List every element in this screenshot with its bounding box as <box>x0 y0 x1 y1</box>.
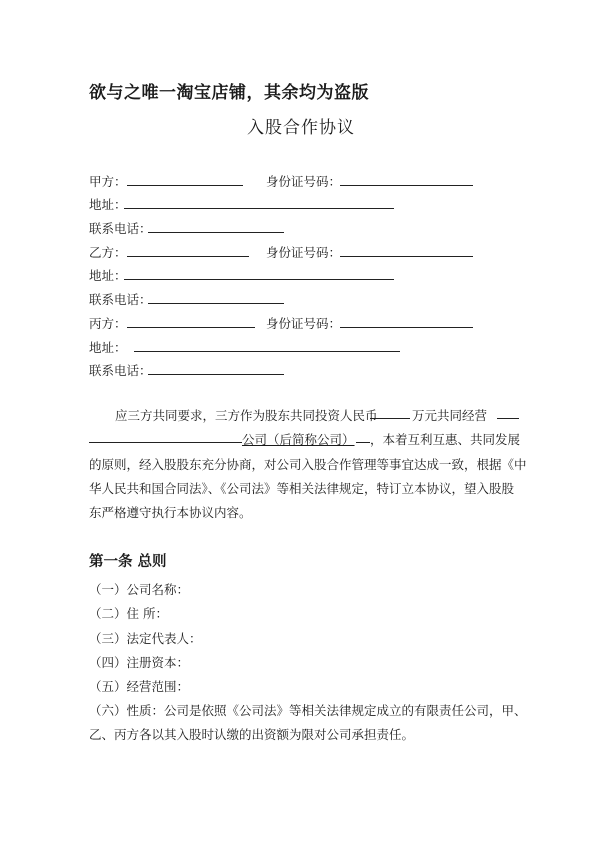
party-b-address-blank[interactable] <box>124 279 394 280</box>
party-a-id-blank[interactable] <box>340 185 473 186</box>
business-scope-blank-1[interactable] <box>497 418 519 419</box>
preamble-line-3: 的原则，经入股股东充分协商，对公司入股合作管理等事宜达成一致，根据《中 <box>89 457 527 472</box>
party-c-name-blank[interactable] <box>127 327 255 328</box>
party-a-address-blank[interactable] <box>124 208 394 209</box>
preamble-line-1a: 应三方共同要求，三方作为股东共同投资人民币 <box>115 408 378 423</box>
party-b-name-blank[interactable] <box>127 256 249 257</box>
article-1-item-6-continued: 乙、丙方各以其入股时认缴的出资额为限对公司承担责任。 <box>89 727 415 742</box>
party-a-name-label: 甲方： <box>89 174 127 189</box>
party-a-address-label: 地址： <box>89 197 127 212</box>
party-b-address-label: 地址： <box>89 268 127 283</box>
party-a-phone-label: 联系电话： <box>89 221 152 236</box>
party-b-phone-blank[interactable] <box>148 303 284 304</box>
preamble-line-1b: 万元共同经营 <box>412 408 488 423</box>
party-b-name-label: 乙方： <box>89 245 127 260</box>
preamble-line-4: 华人民共和国合同法》、《公司法》等相关法律规定，特订立本协议，望入股股 <box>89 481 515 496</box>
article-1-item-1: （一）公司名称： <box>89 582 190 597</box>
party-b-phone-label: 联系电话： <box>89 292 152 307</box>
party-b-id-blank[interactable] <box>340 256 473 257</box>
document-title: 入股合作协议 <box>247 118 355 138</box>
preamble-line-5: 东严格遵守执行本协议内容。 <box>89 505 252 520</box>
party-b-id-label: 身份证号码： <box>266 245 342 260</box>
party-a-phone-blank[interactable] <box>148 232 284 233</box>
article-1-item-3: （三）法定代表人： <box>89 631 202 646</box>
party-c-address-blank[interactable] <box>134 351 400 352</box>
company-name-blank[interactable] <box>89 442 242 443</box>
party-a-id-label: 身份证号码： <box>266 174 342 189</box>
company-name-blank-tail <box>356 442 370 443</box>
article-1-item-5: （五）经营范围： <box>89 679 190 694</box>
preamble-line-2a: 公司（后简称公司） <box>242 432 355 447</box>
party-c-name-label: 丙方： <box>89 316 127 331</box>
party-c-phone-blank[interactable] <box>148 374 284 375</box>
article-1-item-4: （四）注册资本： <box>89 655 190 670</box>
article-1-item-6: （六）性质：公司是依照《公司法》等相关法律规定成立的有限责任公司，甲、 <box>89 703 527 718</box>
investment-amount-blank[interactable] <box>370 418 410 419</box>
party-c-phone-label: 联系电话： <box>89 363 152 378</box>
article-1-heading: 第一条 总则 <box>89 553 167 570</box>
article-1-item-2: （二）住 所： <box>89 606 168 621</box>
party-c-address-label: 地址： <box>89 340 127 355</box>
party-c-id-blank[interactable] <box>340 327 473 328</box>
party-c-id-label: 身份证号码： <box>266 316 342 331</box>
party-a-name-blank[interactable] <box>127 185 243 186</box>
preamble-line-2b: ，本着互利互惠、共同发展 <box>370 432 521 447</box>
watermark-text: 欲与之唯一淘宝店铺，其余均为盗版 <box>89 83 369 103</box>
